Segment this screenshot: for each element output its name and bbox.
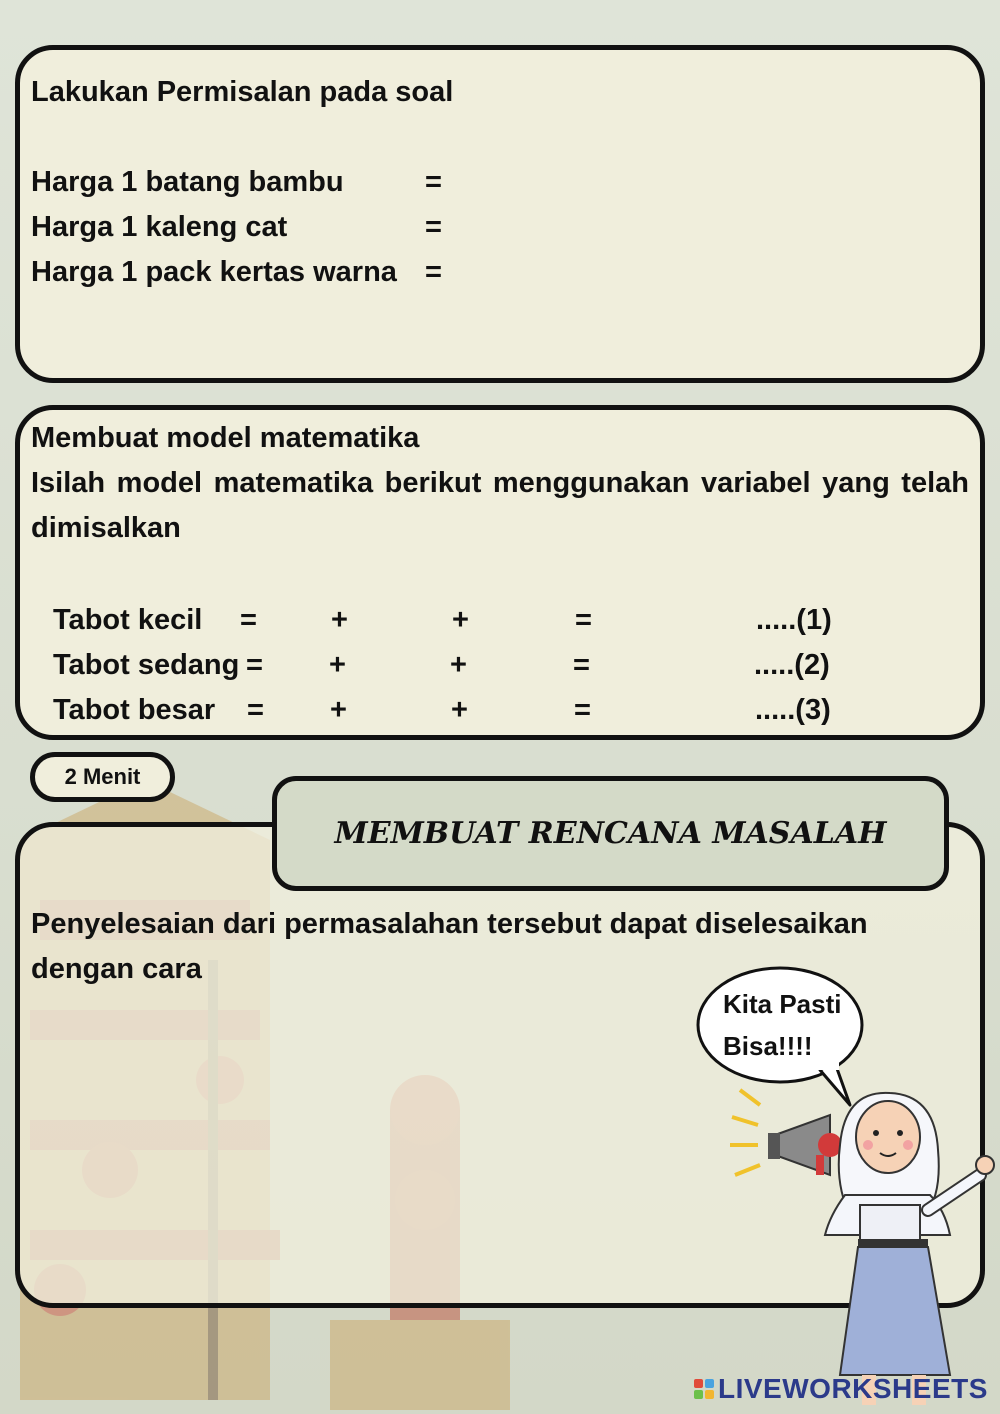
speech-line-2: Bisa!!!! bbox=[723, 1031, 813, 1061]
tabot-besar-plus-1: + bbox=[330, 694, 347, 726]
tabot-besar-equals: = bbox=[247, 694, 264, 726]
timer-badge: 2 Menit bbox=[30, 752, 175, 802]
megaphone-icon bbox=[730, 1090, 842, 1175]
section2-instruction: Isilah model matematika berikut menggunakan variabel yang telah dimisalkan bbox=[31, 467, 969, 544]
liveworksheets-logo-text: LIVEWORKSHEETS bbox=[718, 1373, 988, 1404]
tabot-sedang-ref: .....(2) bbox=[754, 649, 830, 681]
row-equals-cat: = bbox=[425, 211, 442, 243]
tabot-besar-plus-2: + bbox=[451, 694, 468, 726]
section3-text-line2: dengan cara bbox=[31, 953, 202, 985]
tabot-besar-equals-2: = bbox=[574, 694, 591, 726]
tabot-kecil-equals-2: = bbox=[575, 604, 592, 636]
tabot-sedang-label: Tabot sedang bbox=[53, 649, 240, 681]
row-equals-bambu: = bbox=[425, 166, 442, 198]
tabot-sedang-equals-2: = bbox=[573, 649, 590, 681]
tabot-sedang-equals: = bbox=[246, 649, 263, 681]
row-label-kertas: Harga 1 pack kertas warna bbox=[31, 256, 397, 288]
tabot-besar-ref: .....(3) bbox=[755, 694, 831, 726]
section2-heading: Membuat model matematika bbox=[31, 422, 420, 454]
student-girl-figure bbox=[825, 1093, 994, 1405]
row-label-cat: Harga 1 kaleng cat bbox=[31, 211, 288, 243]
row-equals-kertas: = bbox=[425, 256, 442, 288]
tabot-sedang-plus-2: + bbox=[450, 649, 467, 681]
tabot-sedang-plus-1: + bbox=[329, 649, 346, 681]
row-label-bambu: Harga 1 batang bambu bbox=[31, 166, 344, 198]
tabot-kecil-label: Tabot kecil bbox=[53, 604, 203, 636]
section1-heading: Lakukan Permisalan pada soal bbox=[31, 76, 454, 108]
tabot-kecil-equals: = bbox=[240, 604, 257, 636]
tabot-kecil-plus-2: + bbox=[452, 604, 469, 636]
section3-title-banner: MEMBUAT RENCANA MASALAH bbox=[272, 776, 949, 891]
liveworksheets-logo bbox=[694, 1373, 988, 1405]
liveworksheets-mark-icon bbox=[694, 1379, 714, 1399]
section3-text-line1: Penyelesaian dari permasalahan tersebut dapat diselesaikan bbox=[31, 908, 868, 940]
tabot-kecil-plus-1: + bbox=[331, 604, 348, 636]
tabot-kecil-ref: .....(1) bbox=[756, 604, 832, 636]
tabot-besar-label: Tabot besar bbox=[53, 694, 216, 726]
speech-line-1: Kita Pasti bbox=[723, 989, 842, 1019]
